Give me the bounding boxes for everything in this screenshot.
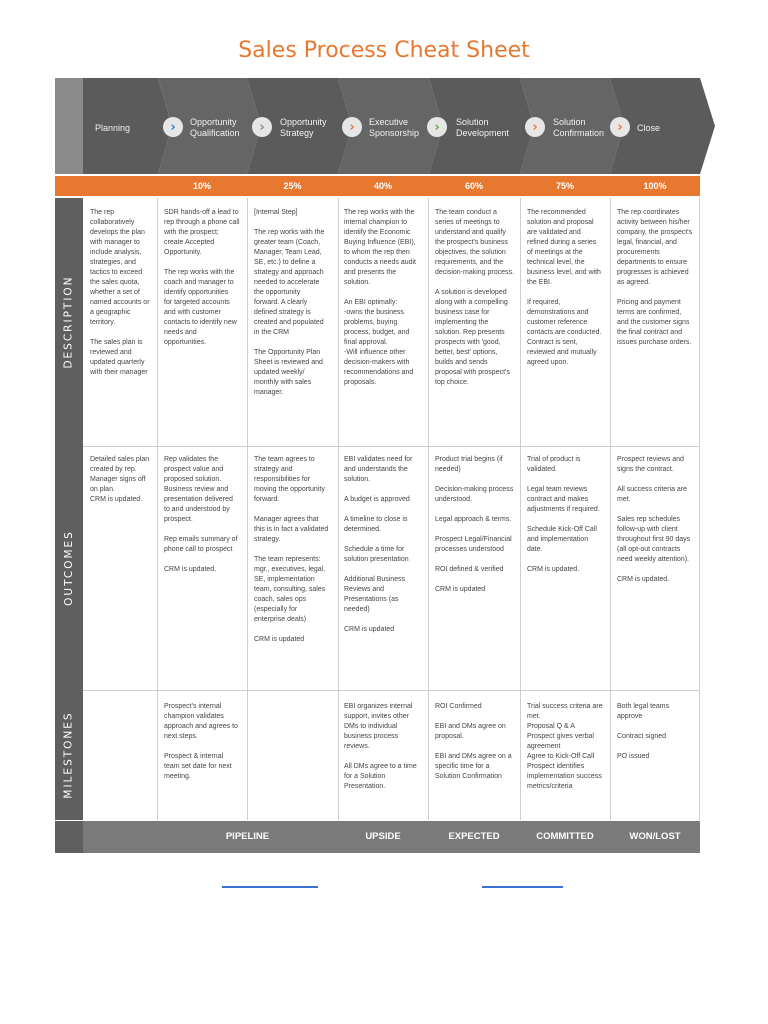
forecast-won-lost: WON/LOST [629,831,681,842]
footer-link-right[interactable] [482,886,563,888]
column-divider [610,198,611,820]
chevron-right-icon: › [610,117,630,137]
section-label-description-text: DESCRIPTION [63,275,76,369]
outcomes-confirmation: Trial of product is validated. Legal team reviews contract and makes adjustments if required. Schedule Kick-Off Call and implementation date. CRM is updated. [527,456,600,573]
stage-label-planning: Planning [95,122,131,133]
forecast-pipeline: PIPELINE [225,831,270,842]
stage-label-sponsorship: Executive Sponsorship [369,117,420,138]
description-development: The team conduct a series of meetings to understand and qualify the prospect's business objectives, the solution requirements, and the decision-making process. A solution is developed along with a compelling business case for implementing the solution. Rep presents prospects with 'good, better, best' options, builds and sends proposal with prospect's top choice. [435,209,514,386]
forecast-committed: COMMITTED [536,831,594,842]
outcomes-strategy: The team agrees to strategy and responsibilities for moving the opportunity forward. Manager agrees that this is in fact a validated strategy. The team represents: mgr., executives, legal, SE, implementation team, consulting, sales coach, sales ops (especially for enterprise deals) CRM is updated [254,456,329,643]
milestones-qualification: Prospect's internal champion validates approach and agrees to next steps. Prospect & internal team set date for next meeting. [164,703,238,780]
row-divider [83,446,700,447]
percentage-planning [83,176,157,196]
chevron-right-icon: › [342,117,362,137]
column-divider [338,198,339,820]
column-divider [428,198,429,820]
chevron-right-icon: › [163,117,183,137]
percentage-sponsorship: 40% [373,181,392,191]
outcomes-development: Product trial begins (if needed) Decision-making process understood. Legal approach & terms. Prospect Legal/Financial processes understood ROI defined & verified CRM is updated [435,456,514,593]
footer-side-bar [55,821,83,853]
forecast-upside: UPSIDE [365,831,401,842]
milestones-development: ROI Confirmed EBI and DMs agree on proposal. EBI and DMs agree on a specific time for a Solution Confirmation [435,703,512,780]
column-divider [157,198,158,820]
description-sponsorship: The rep works with the internal champion to identify the Economic Buying Influence (EBI), to whom the rep then conducts a needs audit and presents the solution. An EBI optimally: -owns the business problems, buying process, budget, and final approval. -Will influence other decision-makers with recommendations and proposals. [344,209,416,386]
outcomes-close: Prospect reviews and signs the contract. All success criteria are met. Sales rep schedules follow-up with client throughout first 90 days (all opt-out contracts need weekly attention). CRM is updated. [617,456,691,583]
percentage-development: 60% [464,181,483,191]
description-planning: The rep collaboratively develops the plan with manager to include analysis, strategies, and tactics to exceed the sales quota, whether a set of named accounts or a geographic territory. The sales plan is reviewed and updated quarterly with their manager [90,209,150,376]
milestones-close: Both legal teams approve Contract signed PO issued [617,703,670,760]
section-label-description [55,198,83,446]
stage-label-strategy: Opportunity Strategy [280,117,327,138]
cheat-sheet-table [55,78,715,855]
forecast-category-row [55,821,700,853]
description-strategy: [Internal Step] The rep works with the greater team (Coach, Manager, Team Lead, SE, etc.) to define a strategy and approach needed to accelerate the opportunity forward. A clearly defined strategy is created and populated in the CRM The Opportunity Plan Sheet is reviewed and updated weekly/ monthly with sales manager. [254,209,325,396]
column-divider [247,198,248,820]
stage-label-close: Close [637,122,661,133]
stage-label-confirmation: Solution Confirmation [553,117,605,138]
milestones-sponsorship: EBI organizes internal support, invites other DMs to individual business process reviews. All DMs agree to a time for a Solution Presentation. [344,703,417,790]
header-side-bar [55,78,83,174]
forecast-expected: EXPECTED [448,831,500,842]
page-title: Sales Process Cheat Sheet [238,38,530,63]
milestones-confirmation: Trial success criteria are met. Proposal Q & A Prospect gives verbal agreement Agree to Kick-Off Call Prospect identifies implementation success metrics/criteria [527,703,603,790]
outcomes-sponsorship: EBI validates need for and understands the solution. A budget is approved A timeline to close is determined. Schedule a time for solution presentation Additional Business Reviews and Presentations (as needed) CRM is updated [344,456,413,633]
section-label-milestones-text: MILESTONES [63,711,76,799]
milestones-planning [90,702,154,818]
percentage-confirmation: 75% [555,181,574,191]
percentage-qualification: 10% [192,181,211,191]
section-label-milestones [55,690,83,820]
stage-label-development: Solution Development [456,117,510,138]
chevron-right-icon: › [252,117,272,137]
percentage-strategy: 25% [283,181,302,191]
percentage-row [55,176,700,196]
description-qualification: SDR hands-off a lead to rep through a phone call with the prospect; create Accepted Opportunity. The rep works with the coach and manager to identify opportunities for targeted accounts and with customer contacts to identify new needs and opportunities. [164,209,240,346]
column-divider [520,198,521,820]
footer-link-left[interactable] [222,886,318,888]
column-divider [699,198,700,820]
row-divider [83,690,700,691]
chevron-right-icon: › [525,117,545,137]
outcomes-planning: Detailed sales plan created by rep. Manager signs off on plan. CRM is updated. [90,456,150,503]
stage-label-qualification: Opportunity Qualification [190,117,240,138]
description-close: The rep coordinates activity between his/her company, the prospect's legal, financial, and procurements departments to ensure progresses is achieved as agreed. Pricing and payment terms are confirmed, and the customer signs the final contract and issues purchase orders. [617,209,693,346]
description-confirmation: The recommended solution and proposal are validated and refined during a series of meetings at the technical level, the business level, and with the EBI. If required, demonstrations and customer reference contacts are conducted. Contract is sent, reviewed and mutually agreed upon. [527,209,602,366]
chevron-right-icon: › [427,117,447,137]
milestones-strategy [254,702,336,818]
section-label-outcomes-text: OUTCOMES [63,530,75,606]
percentage-close: 100% [643,181,667,191]
outcomes-qualification: Rep validates the prospect value and proposed solution. Business review and presentation delivered to and understood by prospect. Rep emails summary of phone call to prospect CRM is updated. [164,456,238,573]
section-label-outcomes [55,446,83,690]
